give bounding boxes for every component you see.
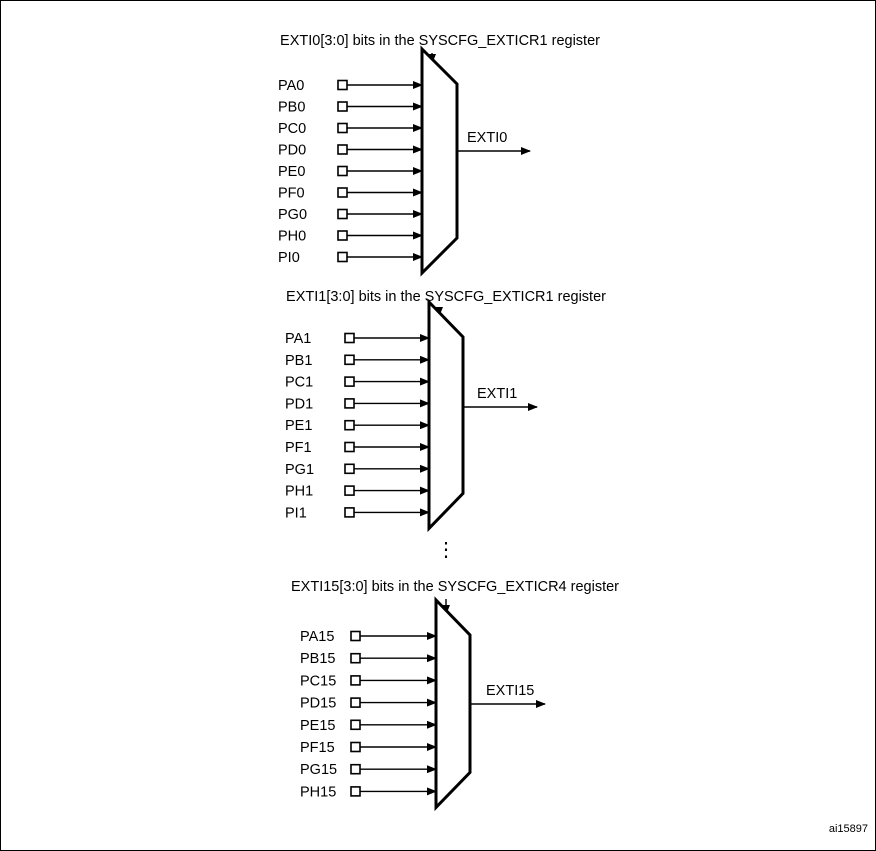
gpio-pin-label: PD0 xyxy=(278,142,307,159)
gpio-pin-label: PB1 xyxy=(285,352,313,369)
gpio-pin-square-icon xyxy=(338,81,347,90)
mux-block-exti1 xyxy=(285,289,606,528)
exti-output-label: EXTI1 xyxy=(477,386,518,402)
gpio-pin-label: PE0 xyxy=(278,164,306,180)
gpio-pin-label: PG15 xyxy=(300,762,338,779)
gpio-pin-square-icon xyxy=(338,188,347,197)
gpio-pin-label: PA0 xyxy=(278,78,305,94)
multiplexer-shape xyxy=(429,302,463,528)
gpio-pin-square-icon xyxy=(351,654,360,663)
gpio-pin-label: PD15 xyxy=(300,695,337,712)
gpio-pin-square-icon xyxy=(345,464,354,473)
gpio-pin-square-icon xyxy=(345,377,354,386)
gpio-pin-label: PI0 xyxy=(278,250,300,266)
gpio-pin-square-icon xyxy=(351,787,360,796)
exti-output-label: EXTI0 xyxy=(467,130,508,146)
gpio-pin-label: PF15 xyxy=(300,740,335,756)
gpio-pin-label: PG0 xyxy=(278,207,308,223)
gpio-pin-label: PI1 xyxy=(285,505,307,522)
ellipsis-continuation: ⋮ xyxy=(436,539,456,561)
gpio-pin-label: PC1 xyxy=(285,374,314,391)
gpio-pin-label: PC0 xyxy=(278,121,307,137)
gpio-pin-label: PB15 xyxy=(300,651,336,668)
gpio-pin-square-icon xyxy=(338,231,347,240)
gpio-pin-label: PH15 xyxy=(300,784,337,801)
gpio-pin-square-icon xyxy=(338,210,347,219)
gpio-pin-square-icon xyxy=(338,102,347,111)
select-register-label: EXTI1[3:0] bits in the SYSCFG_EXTICR1 register xyxy=(286,289,606,305)
gpio-pin-square-icon xyxy=(345,443,354,452)
gpio-pin-label: PC15 xyxy=(300,673,337,690)
exti-output-label: EXTI15 xyxy=(486,683,535,699)
gpio-pin-square-icon xyxy=(338,145,347,154)
gpio-pin-square-icon xyxy=(351,743,360,752)
gpio-pin-label: PF1 xyxy=(285,440,312,456)
gpio-pin-square-icon xyxy=(338,124,347,133)
gpio-pin-label: PB0 xyxy=(278,99,306,116)
gpio-pin-label: PH0 xyxy=(278,228,307,245)
gpio-pin-square-icon xyxy=(351,632,360,641)
gpio-pin-square-icon xyxy=(345,508,354,517)
gpio-pin-square-icon xyxy=(338,167,347,176)
gpio-pin-square-icon xyxy=(351,676,360,685)
mux-block-exti15 xyxy=(291,579,619,807)
gpio-pin-square-icon xyxy=(338,253,347,262)
figure-id: ai15897 xyxy=(828,823,868,835)
gpio-pin-square-icon xyxy=(351,765,360,774)
select-register-label: EXTI15[3:0] bits in the SYSCFG_EXTICR4 register xyxy=(291,579,619,595)
gpio-pin-label: PA15 xyxy=(300,629,335,645)
gpio-pin-square-icon xyxy=(345,334,354,343)
gpio-pin-square-icon xyxy=(351,698,360,707)
gpio-pin-label: PD1 xyxy=(285,396,314,413)
gpio-pin-label: PG1 xyxy=(285,461,315,478)
multiplexer-shape xyxy=(436,600,470,807)
gpio-pin-label: PE1 xyxy=(285,418,313,435)
gpio-pin-label: PE15 xyxy=(300,717,336,734)
gpio-pin-square-icon xyxy=(345,355,354,364)
gpio-pin-square-icon xyxy=(351,720,360,729)
select-register-label: EXTI0[3:0] bits in the SYSCFG_EXTICR1 register xyxy=(280,33,600,49)
multiplexer-shape xyxy=(422,49,457,273)
gpio-pin-label: PH1 xyxy=(285,483,314,500)
gpio-pin-square-icon xyxy=(345,486,354,495)
gpio-pin-square-icon xyxy=(345,421,354,430)
mux-block-exti0 xyxy=(278,33,600,273)
gpio-pin-label: PA1 xyxy=(285,331,312,347)
gpio-pin-square-icon xyxy=(345,399,354,408)
gpio-pin-label: PF0 xyxy=(278,185,305,202)
